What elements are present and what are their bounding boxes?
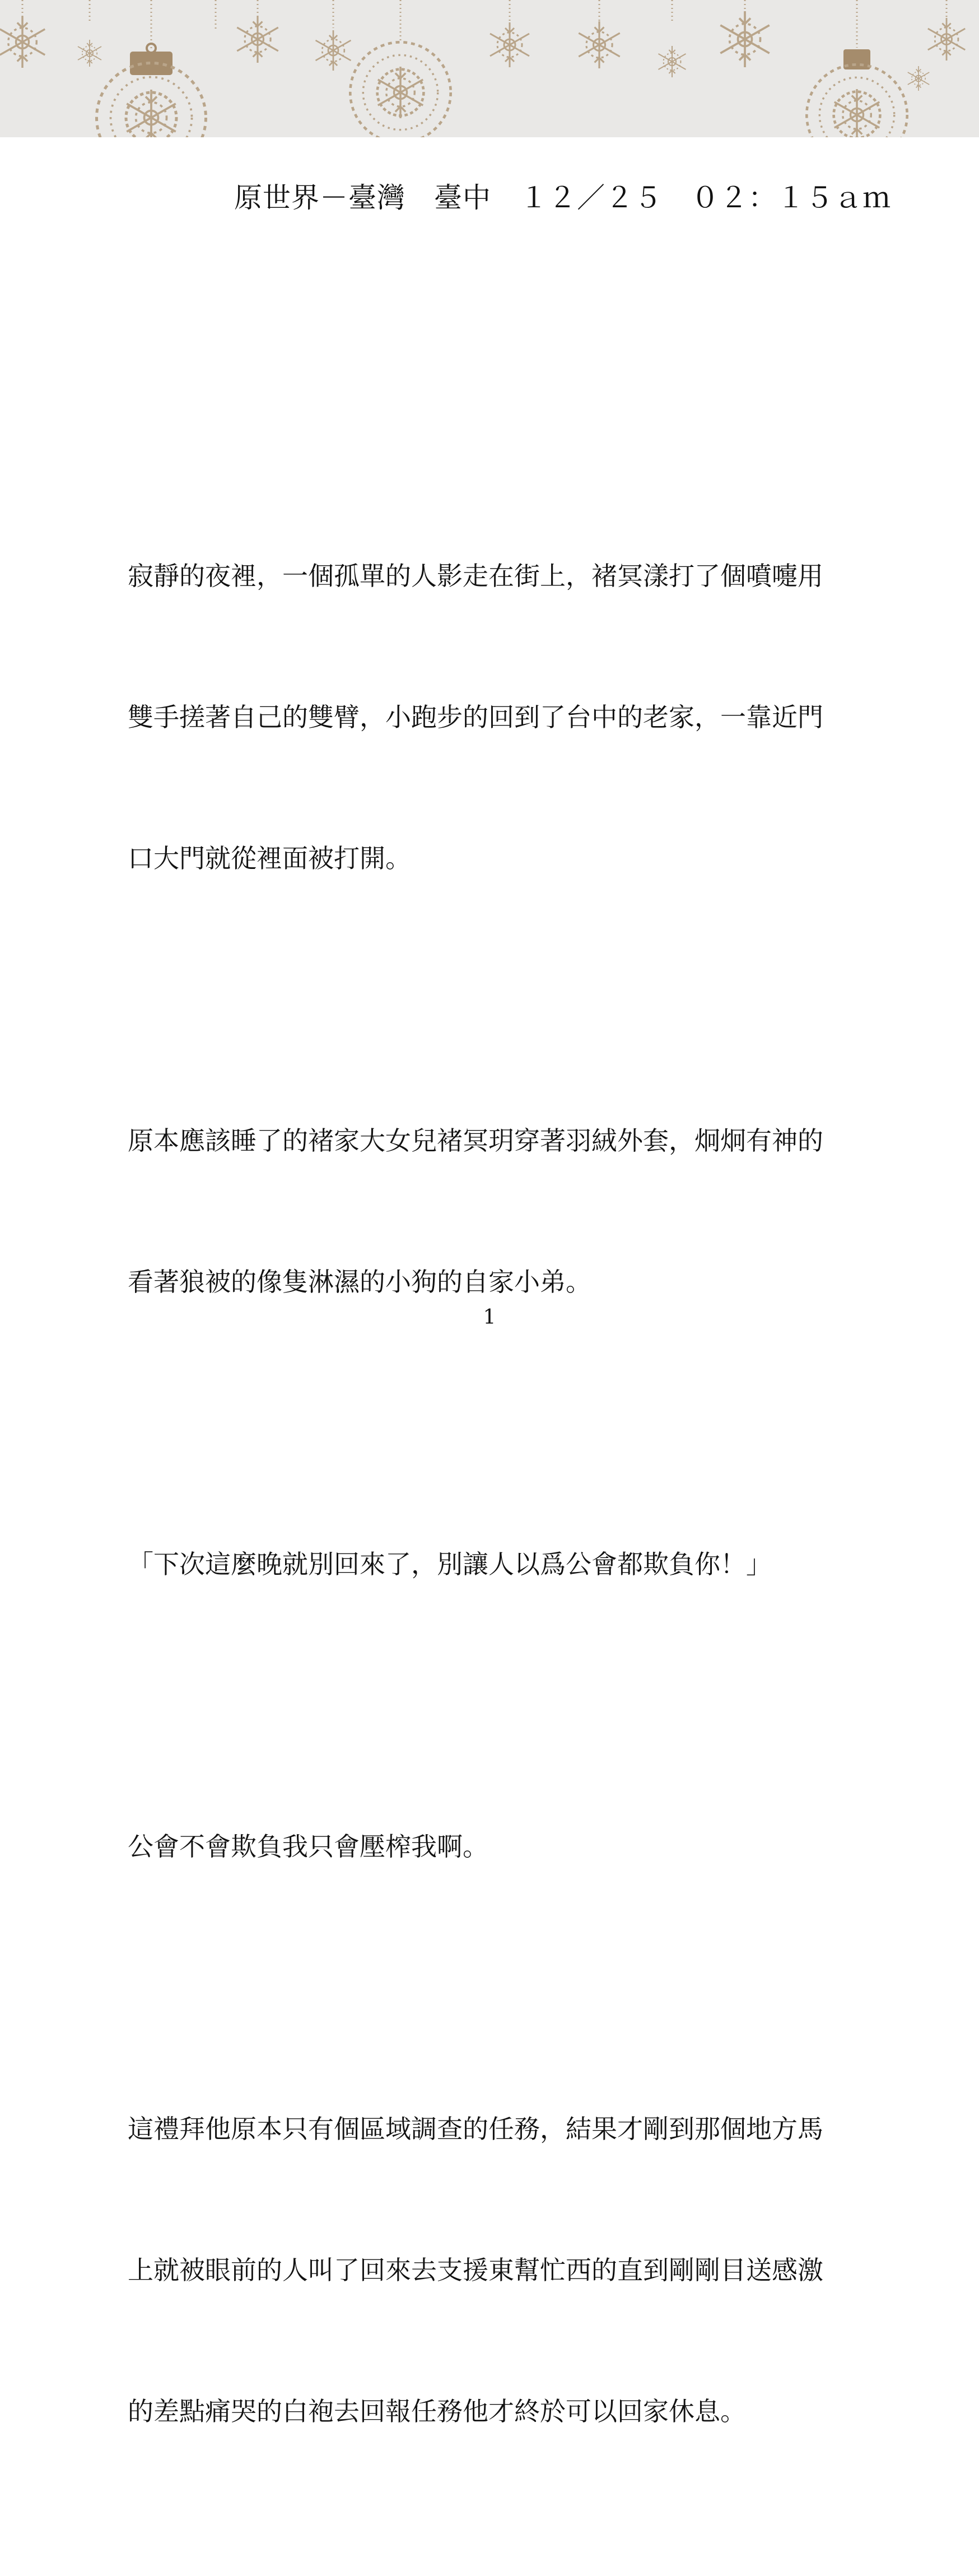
snowflake-banner <box>0 0 979 137</box>
paragraph <box>128 2011 856 2529</box>
dialogue-paragraph <box>128 1447 856 1682</box>
paragraph <box>128 1729 856 1964</box>
scene-heading: 原世界－臺灣 臺中 １２／２５ ０２：１５ａｍ <box>234 182 891 214</box>
paragraph <box>128 458 856 976</box>
paragraph-line: 上就被眼前的人叫了回來去支援東幫忙西的直到剛剛目送感激 <box>128 2255 823 2285</box>
paragraph-line: 口大門就從裡面被打開。 <box>128 843 411 873</box>
story-body <box>128 458 856 2576</box>
paragraph-line: 寂靜的夜裡，一個孤單的人影走在街上，褚冥漾打了個噴嚏用 <box>128 561 823 591</box>
paragraph-line: 的差點痛哭的白袍去回報任務他才終於可以回家休息。 <box>128 2396 746 2426</box>
paragraph-line: 公會不會欺負我只會壓榨我啊。 <box>128 1831 488 1862</box>
paragraph-line: 「下次這麼晚就別回來了，別讓人以爲公會都欺負你！」 <box>128 1549 772 1579</box>
paragraph-line: 看著狼被的像隻淋濕的小狗的自家小弟。 <box>128 1267 591 1297</box>
page-number: 1 <box>483 1306 496 1329</box>
paragraph-line: 雙手搓著自己的雙臂，小跑步的回到了台中的老家，一靠近門 <box>128 702 823 732</box>
snowflake-ornament-decoration <box>0 0 979 137</box>
paragraph-line: 原本應該睡了的褚家大女兒褚冥玥穿著羽絨外套，炯炯有神的 <box>128 1126 823 1156</box>
paragraph <box>128 1023 856 1399</box>
paragraph-line: 這禮拜他原本只有個區域調查的任務，結果才剛到那個地方馬 <box>128 2114 823 2144</box>
